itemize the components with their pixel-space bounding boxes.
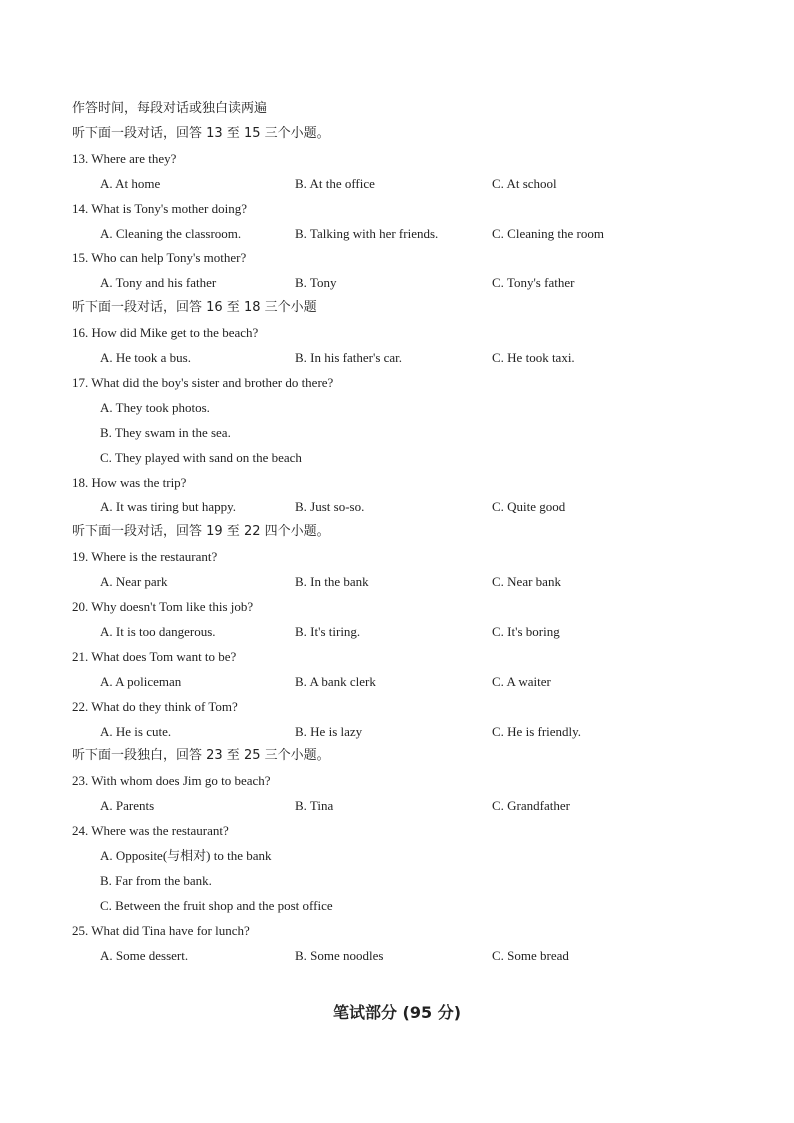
answer-option: A. Opposite(与相对) to the bank — [100, 848, 272, 863]
question-text: 23. With whom does Jim go to beach? — [72, 773, 271, 789]
answer-option: C. Between the fruit shop and the post office — [100, 897, 333, 913]
answer-option: B. Tony — [295, 275, 337, 291]
question-text: 25. What did Tina have for lunch? — [72, 922, 250, 938]
answer-option: A. It was tiring but happy. — [100, 499, 236, 515]
question-text: 16. How did Mike get to the beach? — [72, 325, 259, 341]
section-instruction: 听下面一段对话，回答 16 至 18 三个小题 — [72, 300, 317, 316]
answer-option: A. A policeman — [100, 673, 182, 689]
answer-option: A. Cleaning the classroom. — [100, 225, 242, 241]
question-text: 18. How was the trip? — [72, 474, 187, 490]
answer-option: B. Far from the bank. — [100, 872, 212, 888]
answer-option: C. Cleaning the room — [492, 225, 604, 241]
answer-option: A. Some dessert. — [100, 947, 189, 963]
question-text: 17. What did the boy's sister and brother do there? — [72, 374, 334, 390]
answer-option: C. Grandfather — [492, 798, 570, 814]
written-part-title: 笔试部分 (95 分) — [332, 1003, 462, 1022]
question-text: 22. What do they think of Tom? — [72, 698, 238, 714]
answer-option: B. Talking with her friends. — [295, 225, 439, 241]
answer-option: C. They played with sand on the beach — [100, 449, 302, 465]
answer-option: C. Quite good — [492, 499, 566, 515]
answer-option: C. He is friendly. — [492, 723, 582, 739]
answer-option: A. He is cute. — [100, 723, 172, 739]
answer-option: B. A bank clerk — [295, 673, 376, 689]
answer-option: A. They took photos. — [100, 399, 210, 415]
answer-option: C. It's boring — [492, 623, 560, 639]
answer-option: B. Tina — [295, 798, 334, 814]
answer-option: A. It is too dangerous. — [100, 623, 216, 639]
answer-option: B. In his father's car. — [295, 350, 403, 365]
answer-option: B. At the office — [295, 175, 375, 191]
question-text: 24. Where was the restaurant? — [72, 823, 229, 839]
answer-option: C. Some bread — [492, 947, 569, 963]
answer-option: A. Near park — [100, 574, 168, 590]
question-text: 14. What is Tony's mother doing? — [72, 200, 247, 216]
answer-option: C. At school — [492, 175, 557, 191]
answer-option: A. He took a bus. — [100, 350, 191, 365]
question-text: 15. Who can help Tony's mother? — [72, 250, 247, 266]
answer-option: B. He is lazy — [295, 723, 363, 739]
answer-option: A. Tony and his father — [100, 275, 217, 291]
question-text: 13. Where are they? — [72, 150, 177, 166]
answer-option: C. Tony's father — [492, 275, 575, 291]
answer-option: B. Just so-so. — [295, 499, 365, 515]
answer-option: C. He took taxi. — [492, 350, 575, 365]
answer-option: B. They swam in the sea. — [100, 424, 231, 440]
answer-option: B. In the bank — [295, 574, 369, 590]
section-instruction: 听下面一段对话，回答 19 至 22 四个小题。 — [72, 524, 330, 540]
answer-option: A. Parents — [100, 798, 155, 814]
answer-option: C. A waiter — [492, 673, 551, 689]
answer-option: C. Near bank — [492, 574, 561, 590]
question-text: 21. What does Tom want to be? — [72, 648, 237, 664]
section-instruction: 听下面一段独白，回答 23 至 25 三个小题。 — [72, 748, 330, 764]
section-instruction: 听下面一段对话，回答 13 至 15 三个小题。 — [72, 125, 330, 141]
question-text: 20. Why doesn't Tom like this job? — [72, 599, 254, 614]
answer-option: B. It's tiring. — [295, 623, 361, 639]
answer-option: B. Some noodles — [295, 947, 384, 963]
question-text: 19. Where is the restaurant? — [72, 549, 218, 565]
answer-option: A. At home — [100, 175, 161, 191]
intro-text: 作答时间，每段对话或独白读两遍 — [72, 101, 268, 116]
